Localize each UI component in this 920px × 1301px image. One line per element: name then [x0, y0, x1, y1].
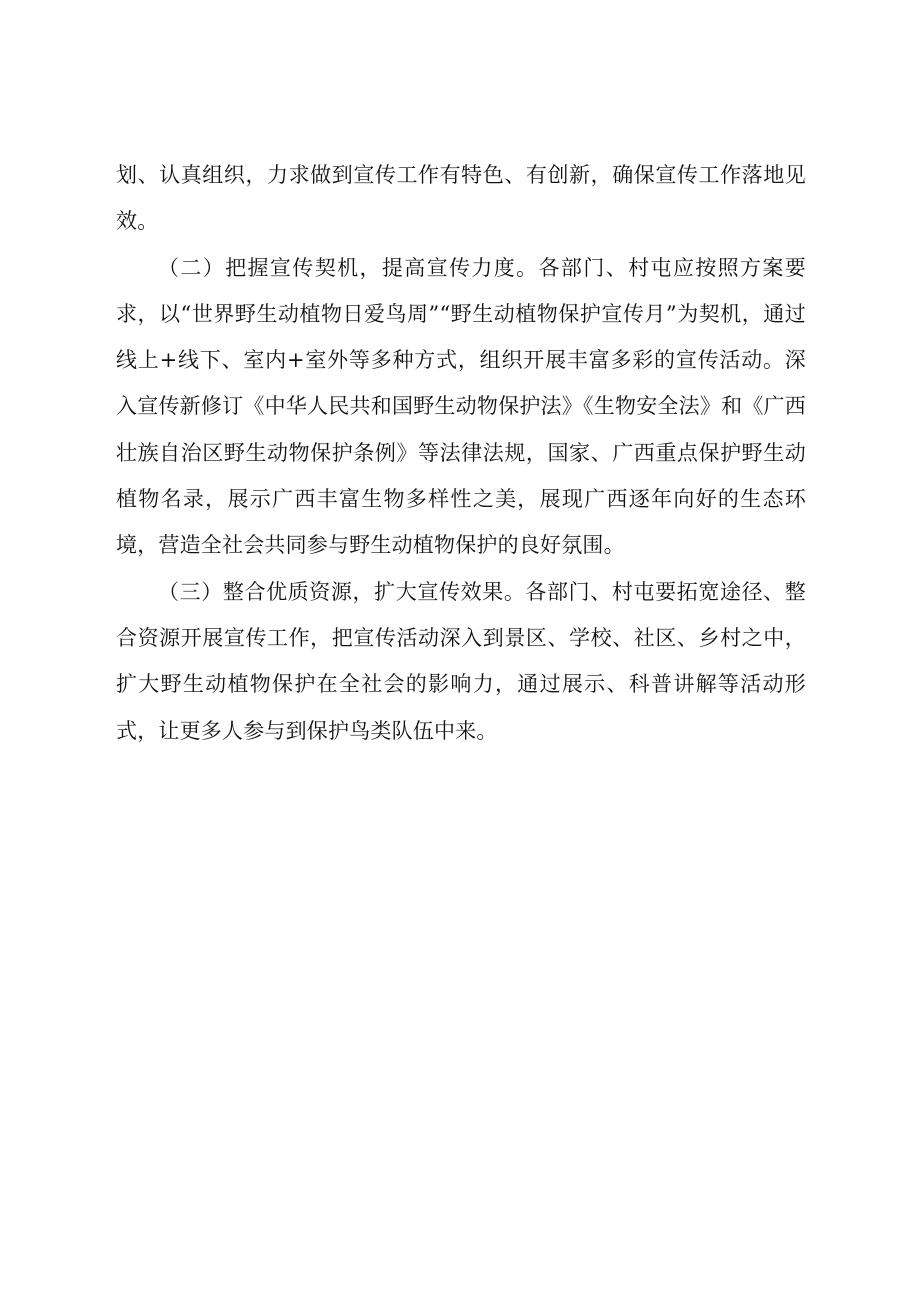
paragraph-section-2: （二）把握宣传契机，提高宣传力度。各部门、村屯应按照方案要求，以“世界野生动植物日爱鸟周”“野生动植物保护宣传月”为契机，通过线上+线下、室内+室外等多种方式，组织开展丰富多彩的宣传活动。深入宣传新修订《中华人民共和国野生动物保护法》《生物安全法》和《广西壮族自治区野生动物保护条例》等法律法规，国家、广西重点保护野生动植物名录，展示广西丰富生物多样性之美，展现广西逐年向好的生态环境，营造全社会共同参与野生动植物保护的良好氛围。	[116, 255, 806, 558]
paragraph-continuation: 划、认真组织，力求做到宣传工作有特色、有创新，确保宣传工作落地见效。	[116, 163, 806, 234]
document-body	[116, 152, 806, 754]
paragraph-section-3: （三）整合优质资源，扩大宣传效果。各部门、村屯要拓宽途径、整合资源开展宣传工作，把宣传活动深入到景区、学校、社区、乡村之中，扩大野生动植物保护在全社会的影响力，通过展示、科普讲解等活动形式，让更多人参与到保护鸟类队伍中来。	[116, 579, 806, 743]
